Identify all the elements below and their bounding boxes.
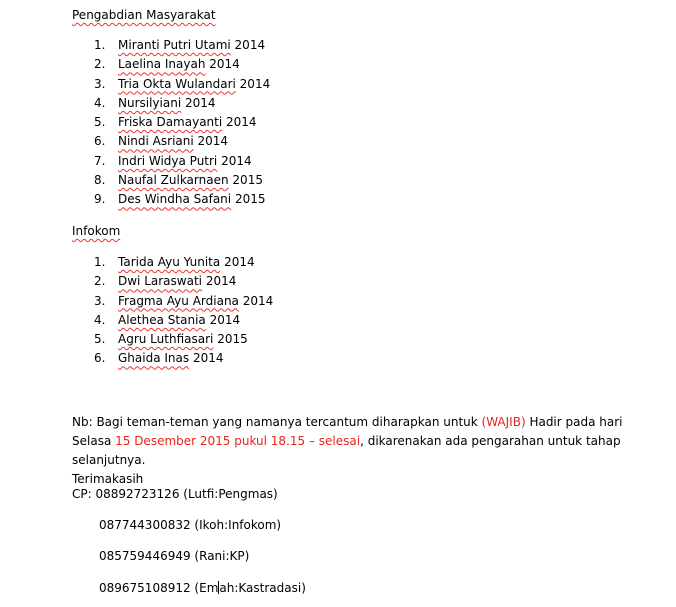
member-name: Des Windha Safani xyxy=(118,192,232,207)
list-item-number: 9. xyxy=(94,192,106,207)
member-name: Naufal Zulkarnaen xyxy=(118,173,229,188)
member-year: 2014 xyxy=(197,134,229,149)
list-item-entry xyxy=(118,349,224,368)
member-year: 2015 xyxy=(217,332,248,347)
member-name: Nursilyiani xyxy=(118,95,182,110)
list-item-number: 6. xyxy=(94,351,106,366)
member-name: Nindi Asriani xyxy=(118,134,194,149)
contact-lutfi: CP: 08892723126 (Lutfi:Pengmas) xyxy=(72,487,278,501)
member-year: 2014 xyxy=(239,76,271,91)
list-item-entry xyxy=(118,171,263,190)
member-year: 2014 xyxy=(224,255,255,269)
list-item-entry xyxy=(118,132,228,151)
member-name: Tarida Ayu Yunita xyxy=(118,255,221,269)
note-text-part3: , dikarenakan ada pengarahan untuk tahap selanjutnya. xyxy=(72,434,621,467)
note-date-time: 15 Desember 2015 pukul 18.15 – selesai xyxy=(115,434,361,448)
list-item-entry xyxy=(118,55,240,74)
list-item-entry xyxy=(118,330,248,349)
member-name: Miranti Putri Utami xyxy=(118,38,231,52)
list-item-entry xyxy=(118,292,273,311)
contact-rani: 085759446949 (Rani:KP) xyxy=(99,549,250,563)
list-item-number: 1. xyxy=(94,255,106,269)
list-item-entry xyxy=(118,190,265,209)
section-heading-pengabdian-masyarakat: Pengabdian Masyarakat xyxy=(72,8,216,22)
member-year: 2014 xyxy=(242,293,274,308)
note-text-part2: Hadir pada hari Selasa xyxy=(72,415,623,448)
list-item-entry xyxy=(118,152,252,171)
member-name: Indri Widya Putri xyxy=(118,153,218,168)
member-name: Dwi Laraswati xyxy=(118,274,202,289)
list-item-entry xyxy=(118,311,240,330)
member-name: Fragma Ayu Ardiana xyxy=(118,293,239,308)
list-item-entry xyxy=(118,36,265,55)
list-item-entry xyxy=(118,272,236,291)
list-item-number: 2. xyxy=(94,57,106,72)
note-wajib: (WAJIB) xyxy=(481,415,526,429)
member-name: Agru Luthfiasari xyxy=(118,332,214,347)
list-item-number: 8. xyxy=(94,173,106,188)
list-item-entry xyxy=(118,75,270,94)
member-name: Laelina Inayah xyxy=(118,57,206,72)
member-year: 2014 xyxy=(185,95,216,110)
list-item-number: 5. xyxy=(94,115,106,130)
member-year: 2015 xyxy=(234,192,266,207)
list-item-number: 4. xyxy=(94,312,106,327)
list-item-number: 6. xyxy=(94,134,106,149)
contact-emah-text-before: 089675108912 (Em xyxy=(99,581,219,595)
member-year: 2014 xyxy=(221,153,252,168)
member-name: Ghaida Inas xyxy=(118,351,190,366)
note-thanks: Terimakasih xyxy=(72,472,144,486)
member-name: Friska Damayanti xyxy=(118,115,223,130)
member-year: 2014 xyxy=(209,57,240,72)
member-year: 2014 xyxy=(234,38,266,52)
list-item-number: 2. xyxy=(94,274,106,289)
section-heading-infokom: Infokom xyxy=(72,224,121,238)
member-name: Alethea Stania xyxy=(118,312,206,327)
member-year: 2015 xyxy=(232,173,263,188)
list-item-entry xyxy=(118,253,255,272)
list-item-entry xyxy=(118,113,257,132)
contact-ikoh: 087744300832 (Ikoh:Infokom) xyxy=(99,518,282,532)
member-year: 2014 xyxy=(209,312,241,327)
member-year: 2014 xyxy=(192,351,224,366)
list-item-number: 1. xyxy=(94,38,106,52)
list-item-entry xyxy=(118,94,216,113)
contact-emah-text-after: ah:Kastradasi) xyxy=(219,581,306,595)
member-year: 2014 xyxy=(205,274,237,289)
list-item-number: 7. xyxy=(94,153,106,168)
member-year: 2014 xyxy=(226,115,257,130)
list-item-number: 3. xyxy=(94,76,106,91)
member-name: Tria Okta Wulandari xyxy=(118,76,236,91)
contact-emah xyxy=(99,580,306,596)
list-item-number: 5. xyxy=(94,332,106,347)
list-item-number: 3. xyxy=(94,293,106,308)
note-paragraph xyxy=(72,413,652,489)
note-text-part1: Nb: Bagi teman-teman yang namanya tercantum diharapkan untuk xyxy=(72,415,482,429)
list-item-number: 4. xyxy=(94,95,106,110)
